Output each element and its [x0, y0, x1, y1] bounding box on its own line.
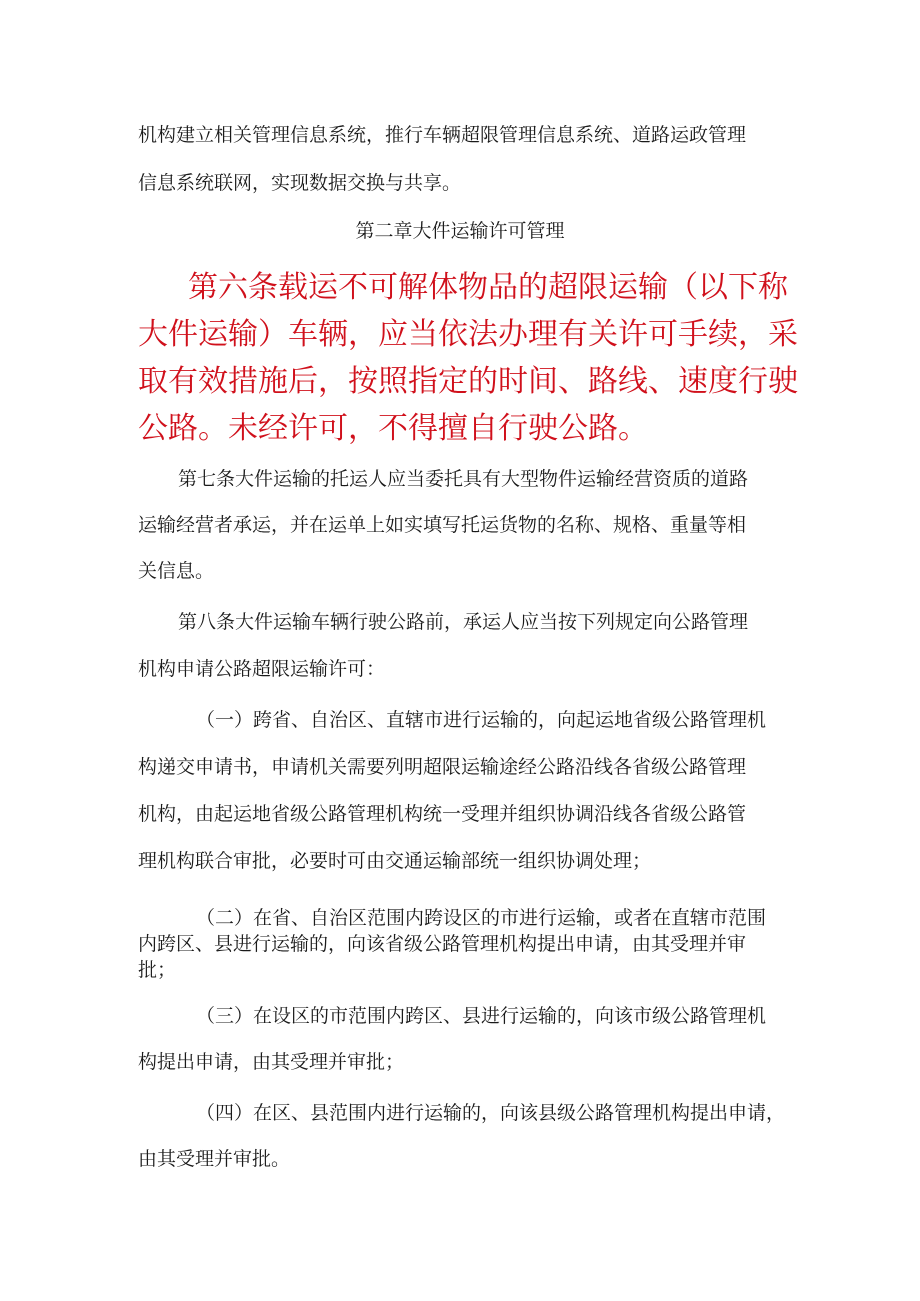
item-4-line-1: （四）在区、县范围内进行运输的，向该县级公路管理机构提出申请，: [196, 1102, 786, 1124]
item-2-line-2: 内跨区、县进行运输的，向该省级公路管理机构提出申请，由其受理并审: [138, 933, 747, 955]
item-3-line-2: 构提出申请，由其受理并审批；: [138, 1051, 405, 1073]
item-4-line-2: 由其受理并审批。: [138, 1148, 291, 1170]
article-6-line-2: 大件运输）车辆，应当依法办理有关许可手续，采: [138, 317, 798, 352]
item-1-line-2: 构递交申请书，申请机关需要列明超限运输途经公路沿线各省级公路管理: [138, 756, 747, 778]
article-7-line-2: 运输经营者承运，并在运单上如实填写托运货物的名称、规格、重量等相: [138, 514, 747, 536]
intro-line-2: 信息系统联网，实现数据交换与共享。: [138, 172, 462, 194]
item-1-line-1: （一）跨省、自治区、直辖市进行运输的，向起运地省级公路管理机: [196, 709, 767, 731]
item-3-line-1: （三）在设区的市范围内跨区、县进行运输的，向该市级公路管理机: [196, 1005, 767, 1027]
article-7-line-3: 关信息。: [138, 560, 215, 582]
article-8-line-2: 机构申请公路超限运输许可：: [138, 658, 386, 680]
article-6-line-1: 第六条载运不可解体物品的超限运输（以下称: [188, 270, 788, 305]
article-6-line-3: 取有效措施后，按照指定的时间、路线、速度行驶: [138, 364, 798, 399]
item-2-line-3: 批；: [138, 959, 177, 981]
article-8-line-1: 第八条大件运输车辆行驶公路前，承运人应当按下列规定向公路管理: [178, 611, 749, 633]
chapter-title: 第二章大件运输许可管理: [355, 220, 565, 242]
article-7-line-1: 第七条大件运输的托运人应当委托具有大型物件运输经营资质的道路: [178, 468, 749, 490]
item-1-line-3: 机构，由起运地省级公路管理机构统一受理并组织协调沿线各省级公路管: [138, 803, 747, 825]
intro-line-1: 机构建立相关管理信息系统，推行车辆超限管理信息系统、道路运政管理: [138, 124, 747, 146]
item-1-line-4: 理机构联合审批，必要时可由交通运输部统一组织协调处理；: [138, 850, 652, 872]
article-6-line-4: 公路。未经许可，不得擅自行驶公路。: [138, 411, 648, 446]
item-2-line-1: （二）在省、自治区范围内跨设区的市进行运输，或者在直辖市范围: [196, 907, 767, 929]
